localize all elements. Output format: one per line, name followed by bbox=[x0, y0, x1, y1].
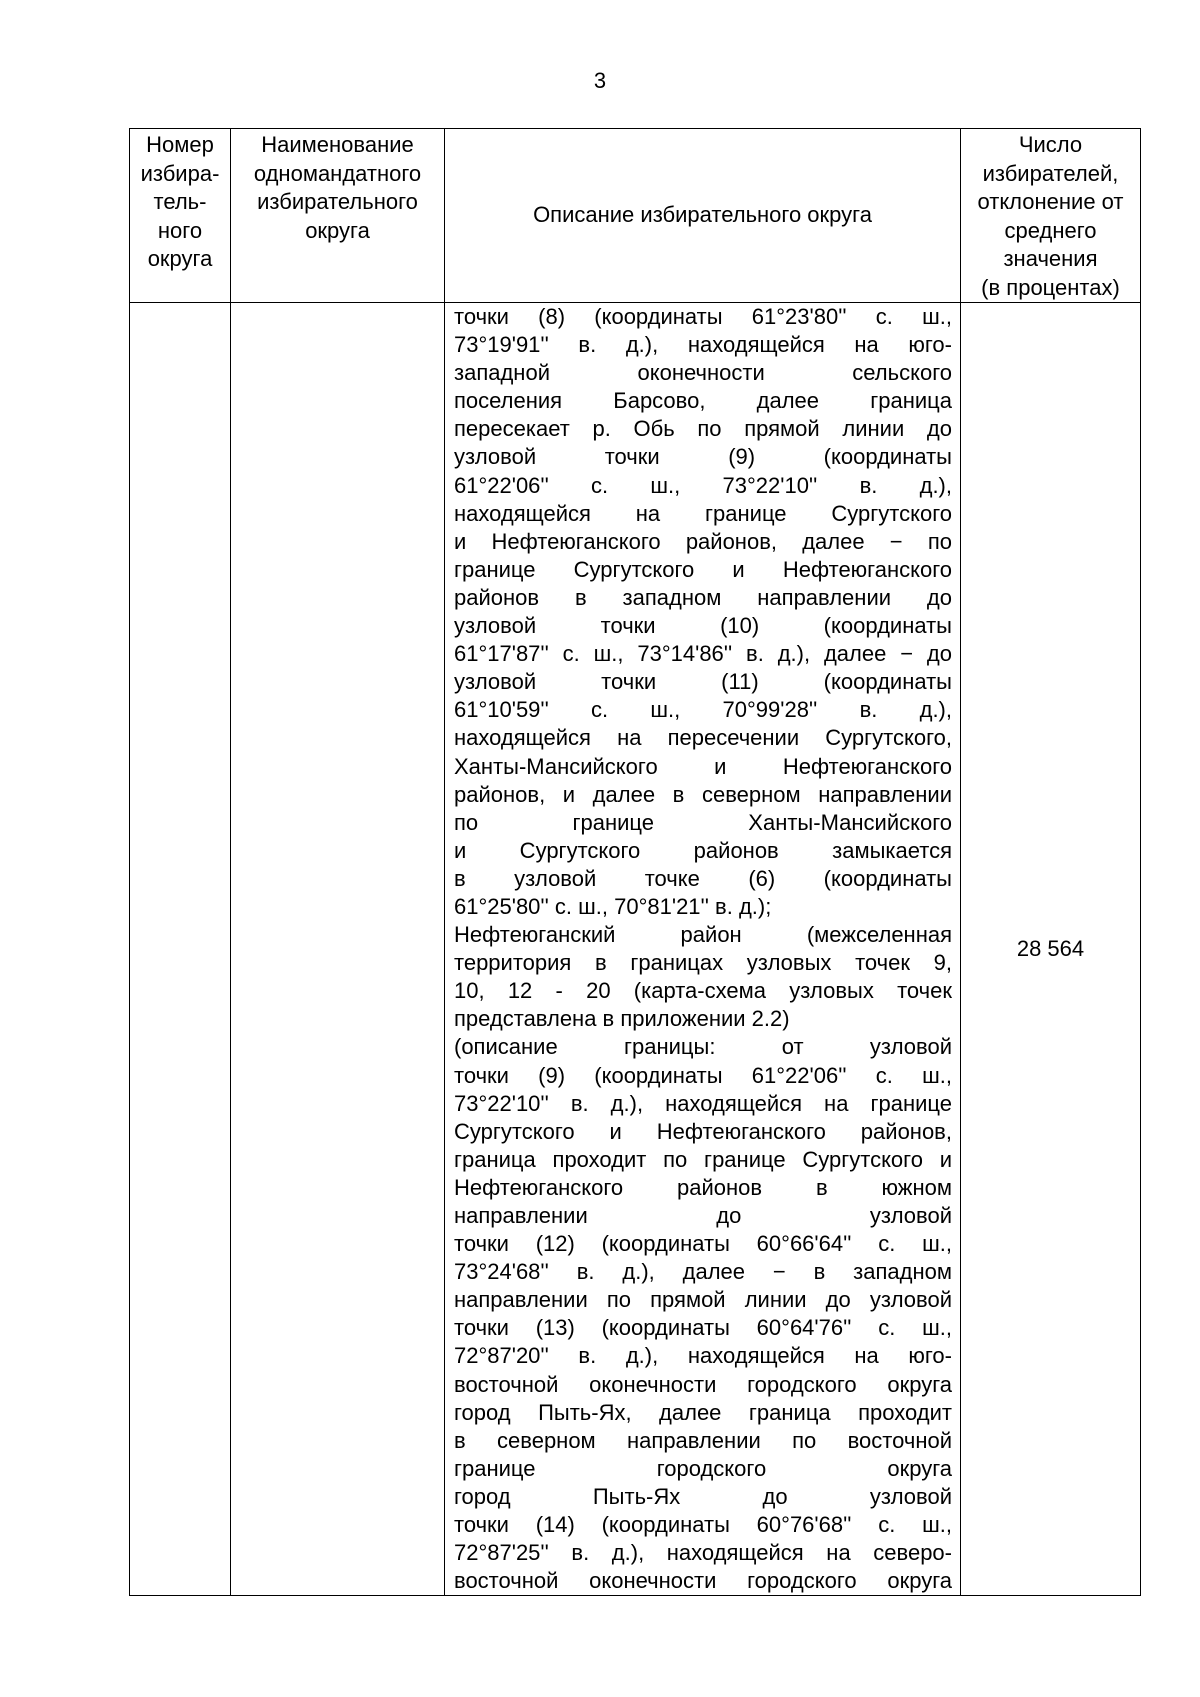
description-line: районов, и далее в северном направлении bbox=[454, 781, 952, 807]
description-line: точки (9) (координаты 61°22'06'' с. ш., bbox=[454, 1062, 952, 1088]
description-line: направлении по прямой линии до узловой bbox=[454, 1287, 952, 1313]
description-line: находящейся на границе Сургутского bbox=[454, 500, 952, 526]
description-line: точки (13) (координаты 60°64'76'' с. ш., bbox=[454, 1315, 952, 1341]
header-line: отклонение от bbox=[977, 189, 1124, 214]
description-line: Нефтеюганского районов в южном bbox=[454, 1174, 952, 1200]
description-line: находящейся на пересечении Сургутского, bbox=[454, 725, 952, 751]
description-line: (описание границы: от узловой bbox=[454, 1034, 952, 1060]
district-name-cell bbox=[231, 303, 445, 1596]
table-header-row bbox=[130, 129, 1141, 303]
description-line: 61°22'06'' с. ш., 73°22'10'' в. д.), bbox=[454, 472, 952, 498]
description-line: направлении до узловой bbox=[454, 1203, 952, 1228]
description-line: точки (14) (координаты 60°76'68'' с. ш., bbox=[454, 1512, 952, 1538]
description-line: 10, 12 - 20 (карта-схема узловых точек bbox=[454, 978, 952, 1004]
description-line: представлена в приложении 2.2) bbox=[454, 1006, 790, 1032]
header-line: Номер bbox=[146, 132, 214, 157]
description-line: восточной оконечности городского округа bbox=[454, 1371, 952, 1397]
description-line: восточной оконечности городского округа bbox=[454, 1568, 952, 1594]
description-line: город Пыть-Ях, далее граница проходит bbox=[454, 1399, 952, 1425]
header-line: избира- bbox=[140, 160, 220, 186]
page-number: 3 bbox=[593, 68, 607, 93]
description-line: узловой точки (9) (координаты bbox=[454, 444, 952, 470]
description-line: 61°17'87'' с. ш., 73°14'86'' в. д.), далее − до bbox=[454, 641, 952, 667]
description-line: Ханты-Мансийского и Нефтеюганского bbox=[454, 753, 952, 779]
description-line: узловой точки (11) (координаты bbox=[454, 669, 952, 695]
description-line: 72°87'25'' в. д.), находящейся на северо- bbox=[454, 1540, 952, 1566]
description-line: 61°10'59'' с. ш., 70°99'28'' в. д.), bbox=[454, 697, 952, 723]
header-district-name bbox=[231, 129, 445, 303]
description-line: западной оконечности сельского bbox=[454, 360, 952, 386]
description-line: точки (12) (координаты 60°66'64'' с. ш., bbox=[454, 1231, 952, 1257]
table-row bbox=[130, 303, 1141, 1596]
description-line: узловой точки (10) (координаты bbox=[454, 613, 952, 639]
description-line: 73°22'10'' в. д.), находящейся на границе bbox=[454, 1090, 952, 1116]
description-line: 73°19'91'' в. д.), находящейся на юго- bbox=[454, 332, 952, 358]
description-line: граница проходит по границе Сургутского и bbox=[454, 1146, 952, 1172]
description-line: территория в границах узловых точек 9, bbox=[454, 950, 952, 976]
description-line: пересекает р. Обь по прямой линии до bbox=[454, 416, 952, 442]
description-line: Сургутского и Нефтеюганского районов, bbox=[454, 1118, 952, 1144]
description-line: и Нефтеюганского районов, далее − по bbox=[454, 528, 952, 554]
district-description-cell bbox=[445, 303, 961, 1596]
header-line: округа bbox=[147, 246, 213, 271]
description-line: районов в западном направлении до bbox=[454, 584, 952, 610]
description-line: 72°87'20'' в. д.), находящейся на юго- bbox=[454, 1343, 952, 1369]
description-line: город Пыть-Ях до узловой bbox=[454, 1483, 952, 1509]
header-district-number bbox=[130, 129, 231, 303]
header-line: ного bbox=[157, 217, 203, 243]
header-line: Наименование bbox=[261, 132, 414, 157]
header-voters-count bbox=[961, 129, 1141, 303]
header-line: среднего bbox=[1004, 217, 1097, 243]
description-line: в узловой точке (6) (координаты bbox=[454, 865, 952, 891]
description-line: границе городского округа bbox=[454, 1455, 952, 1481]
header-line: (в процентах) bbox=[981, 274, 1120, 300]
description-line: в северном направлении по восточной bbox=[454, 1427, 952, 1453]
header-line: избирателей, bbox=[982, 160, 1119, 186]
electoral-district-table bbox=[129, 128, 1141, 1596]
header-line: тель- bbox=[153, 189, 207, 214]
description-line: и Сургутского районов замыкается bbox=[454, 837, 952, 863]
description-line: 61°25'80'' с. ш., 70°81'21'' в. д.); bbox=[454, 893, 772, 919]
description-line: границе Сургутского и Нефтеюганского bbox=[454, 556, 952, 582]
voters-count-cell: 28 564 bbox=[961, 303, 1141, 1596]
header-line: значения bbox=[1003, 246, 1098, 271]
header-line: избирательного bbox=[257, 189, 418, 214]
header-district-description: Описание избирательного округа bbox=[445, 129, 961, 303]
description-line: Нефтеюганский район (межселенная bbox=[454, 922, 952, 948]
description-line: поселения Барсово, далее граница bbox=[454, 388, 952, 414]
description-line: точки (8) (координаты 61°23'80'' с. ш., bbox=[454, 304, 952, 329]
description-line: по границе Ханты-Мансийского bbox=[454, 809, 952, 835]
header-line: Число bbox=[1018, 132, 1083, 157]
header-line: одномандатного bbox=[253, 160, 422, 186]
district-number-cell bbox=[130, 303, 231, 1596]
header-line: округа bbox=[305, 217, 370, 243]
description-line: 73°24'68'' в. д.), далее − в западном bbox=[454, 1259, 952, 1285]
